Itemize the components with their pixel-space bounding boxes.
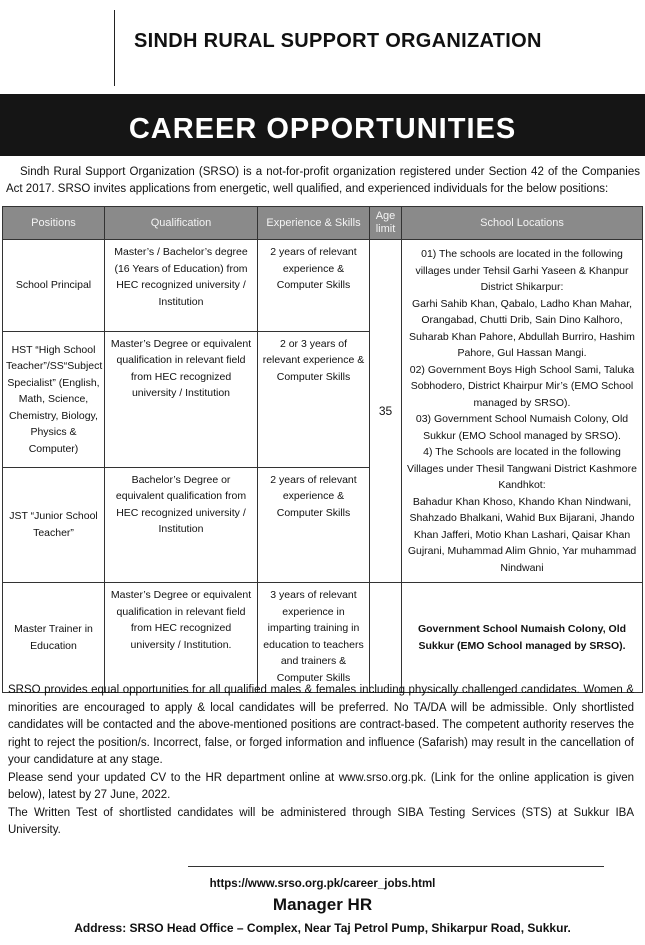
footer-divider: [188, 866, 604, 867]
position-cell: School Principal: [3, 240, 105, 332]
location-item: 4) The Schools are located in the following Villages under Thesil Tangwani District Kashmore Kandhkot:: [407, 446, 637, 491]
header-divider: [114, 10, 115, 86]
trainer-location-cell: Government School Numaish Colony, Old Sukkur (EMO School managed by SRSO).: [402, 583, 643, 693]
position-cell: HST “High School Teacher”/SS“Subject Specialist” (English, Math, Science, Chemistry, Biology, Physics & Computer): [3, 331, 105, 467]
position-cell: Master Trainer in Education: [3, 583, 105, 693]
location-item: 01) The schools are located in the following villages under Tehsil Garhi Yaseen & Khanpur District Shikarpur:: [415, 248, 629, 293]
table-row: [3, 240, 643, 332]
career-banner: [0, 94, 645, 156]
qualification-cell: Master’s / Bachelor’s degree (16 Years of Education) from HEC recognized university / Institution: [105, 240, 258, 332]
position-cell: JST “Junior School Teacher”: [3, 467, 105, 582]
header-positions: Positions: [3, 207, 105, 240]
location-item: Bahadur Khan Khoso, Khando Khan Nindwani, Shahzado Bhalkani, Wahid Bux Bijarani, Jhando Khan Jafferi, Motio Khan Lashari, Qaisar Khan Gujrani, Muhammad Alim Ghnio, Yar muhammad Nindwani: [407, 495, 637, 574]
apply-paragraph: Please send your updated CV to the HR department online at www.srso.org.pk. (Link for the online application is given below), latest by 27 June, 2022.: [8, 771, 634, 801]
experience-cell: 2 years of relevant experience & Computer Skills: [258, 240, 370, 332]
positions-table: [2, 206, 643, 693]
table-row: [3, 583, 643, 693]
experience-cell: 3 years of relevant experience in imparting training in education to teachers and trainers & Computer Skills: [258, 583, 370, 693]
banner-title: CAREER OPPORTUNITIES: [128, 113, 517, 145]
signatory-title: Manager HR: [272, 895, 373, 914]
qualification-cell: Bachelor’s Degree or equivalent qualification from HEC recognized university / Institution: [105, 467, 258, 582]
location-item: 02) Government Boys High School Sami, Taluka Sobhodero, District Khairpur Mir’s (EMO School managed by SRSO).: [409, 363, 635, 409]
age-limit-empty-cell: [370, 583, 402, 693]
header-qualification: Qualification: [105, 207, 258, 240]
header-school-locations: School Locations: [402, 207, 643, 240]
logo-area: [10, 10, 114, 88]
experience-cell: 2 years of relevant experience & Computer Skills: [258, 467, 370, 582]
intro-paragraph: Sindh Rural Support Organization (SRSO) is a not-for-profit organization registered under Section 42 of the Companies Act 2017. SRSO invites applications from energetic, well qualified, and experienced individuals for the below positions:: [6, 166, 640, 195]
terms-text: [8, 682, 634, 840]
location-item: Garhi Sahib Khan, Qabalo, Ladho Khan Mahar, Orangabad, Chutti Drib, Sain Dino Kalhoro, Suharab Khan Pahore, Abdullah Burriro, Hashim Pahore, Gul Hassan Mangi.: [409, 297, 635, 359]
page-header: [0, 0, 645, 92]
office-address: Address: SRSO Head Office – Complex, Near Taj Petrol Pump, Shikarpur Road, Sukkur.: [74, 921, 571, 935]
location-item: 03) Government School Numaish Colony, Old Sukkur (EMO School managed by SRSO).: [415, 413, 629, 442]
org-name: SINDH RURAL SUPPORT ORGANIZATION: [134, 30, 542, 52]
table-header-row: [3, 207, 643, 240]
header-age-limit: Age limit: [370, 207, 402, 240]
test-paragraph: The Written Test of shortlisted candidates will be administered through SIBA Testing Services (STS) at Sukkur IBA University.: [8, 806, 634, 836]
qualification-cell: Master’s Degree or equivalent qualification in relevant field from HEC recognized university / Institution.: [105, 583, 258, 693]
header-experience: Experience & Skills: [258, 207, 370, 240]
locations-cell: [402, 240, 643, 583]
qualification-cell: Master’s Degree or equivalent qualification in relevant field from HEC recognized university / Institution: [105, 331, 258, 467]
experience-cell: 2 or 3 years of relevant experience & Computer Skills: [258, 331, 370, 467]
age-limit-cell: 35: [370, 240, 402, 583]
career-link[interactable]: https://www.srso.org.pk/career_jobs.html: [209, 878, 436, 890]
terms-paragraph: SRSO provides equal opportunities for all qualified males & females including physically challenged candidates. Women & minorities are encouraged to apply & local candidates will be preferred. No TA/DA will be admissible. Only shortlisted candidates will be contacted and the above-mentioned positions are contract-based. The competent authority reserves the right to reject the position/s. Incorrect, false, or forged information and influence (Safarish) may result in the cancellation of your candidature at any stage.: [8, 684, 634, 766]
